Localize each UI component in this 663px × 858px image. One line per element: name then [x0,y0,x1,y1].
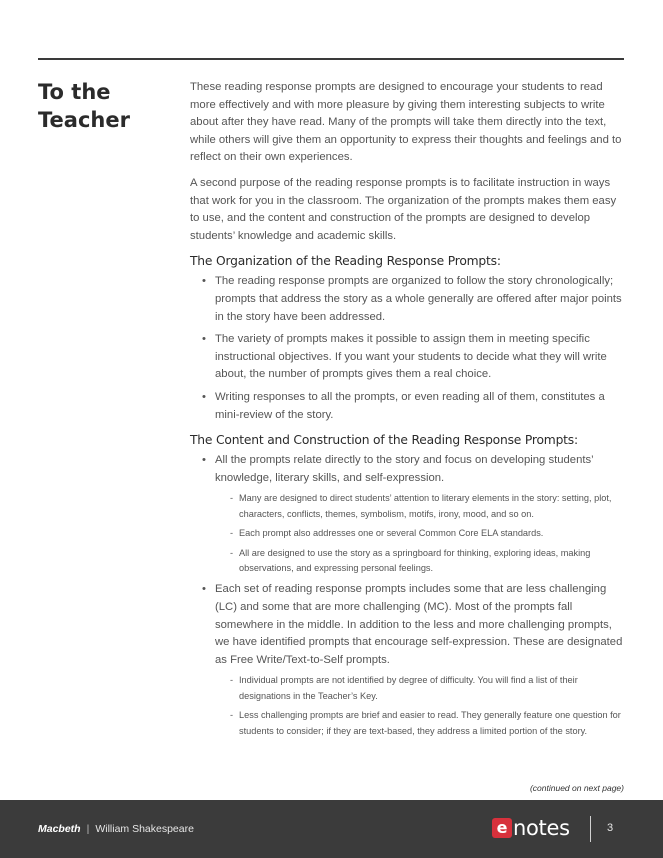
footer-citation [38,823,194,835]
sub-list-item: - Less challenging prompts are brief and easier to read. They generally feature one question for students to consider; if they are text-based, they address a limited portion of the story. [215,708,626,739]
page-footer [0,800,663,858]
list-item: • Writing responses to all the prompts, or even reading all of them, constitutes a mini-review of the story. [190,389,626,424]
sub-list [215,491,626,576]
footer-divider [590,816,591,842]
logo-e-icon: e [492,818,512,838]
sub-list-item: - Many are designed to direct students’ attention to literary elements in the story: setting, plot, characters, conflicts, themes, symbolism, motifs, irony, mood, and so on. [215,491,626,522]
work-title: Macbeth [38,823,81,835]
list-item: • The reading response prompts are organized to follow the story chronologically; prompts that address the story as a whole generally are offered after major points in the story have been addressed. [190,273,626,326]
continued-note: (continued on next page) [529,783,624,793]
sub-list-item: - All are designed to use the story as a springboard for thinking, exploring ideas, making observations, and expressing personal feelings. [215,546,626,577]
organization-list [190,273,626,424]
content-heading: The Content and Construction of the Reading Response Prompts: [190,433,578,448]
content-list [190,452,626,739]
author-name: William Shakespeare [95,823,194,835]
sub-list-item: - Individual prompts are not identified by degree of difficulty. You will find a list of their designations in the Teacher’s Key. [215,673,626,704]
top-rule [38,58,624,60]
list-item [190,581,626,739]
logo-wordmark: notes [513,816,570,840]
enotes-logo [492,817,570,839]
page-number: 3 [607,822,614,834]
list-item [190,452,626,576]
list-item: • The variety of prompts makes it possible to assign them in meeting specific instructional objectives. If you want your students to decide what they will write about, the number of prompts gives them a real choice. [190,331,626,384]
sub-list [215,673,626,739]
main-content [190,79,626,744]
intro-paragraph: A second purpose of the reading response prompts is to facilitate instruction in ways that work for you in the classroom. The organization of the prompts makes them easy to use, and the content and construction of the prompts are designed to develop students’ knowledge and academic skills. [190,176,617,242]
sub-list-item: - Each prompt also addresses one or several Common Core ELA standards. [215,526,626,541]
footer-separator: | [86,823,90,835]
list-item-text: All the prompts relate directly to the story and focus on developing students’ knowledge, literary skills, and self-expression. [215,454,594,484]
section-title: To the Teacher [38,80,130,132]
intro-paragraph: These reading response prompts are designed to encourage your students to read more effectively and with more pleasure by giving them interesting subjects to write about after they have read. Many of the prompts will take them directly into the text, while others will give them an opportunity to express their thoughts and feelings and to reflect on their own experiences. [190,81,622,164]
organization-heading: The Organization of the Reading Response Prompts: [190,254,501,269]
list-item-text: Each set of reading response prompts includes some that are less challenging (LC) and some that are more challenging (MC). Most of the prompts fall somewhere in the middle. In addition to the less and more challenging prompts, we have identified prompts that encourage self-expression. These are designated as Free Write/Text-to-Self prompts. [215,583,623,666]
